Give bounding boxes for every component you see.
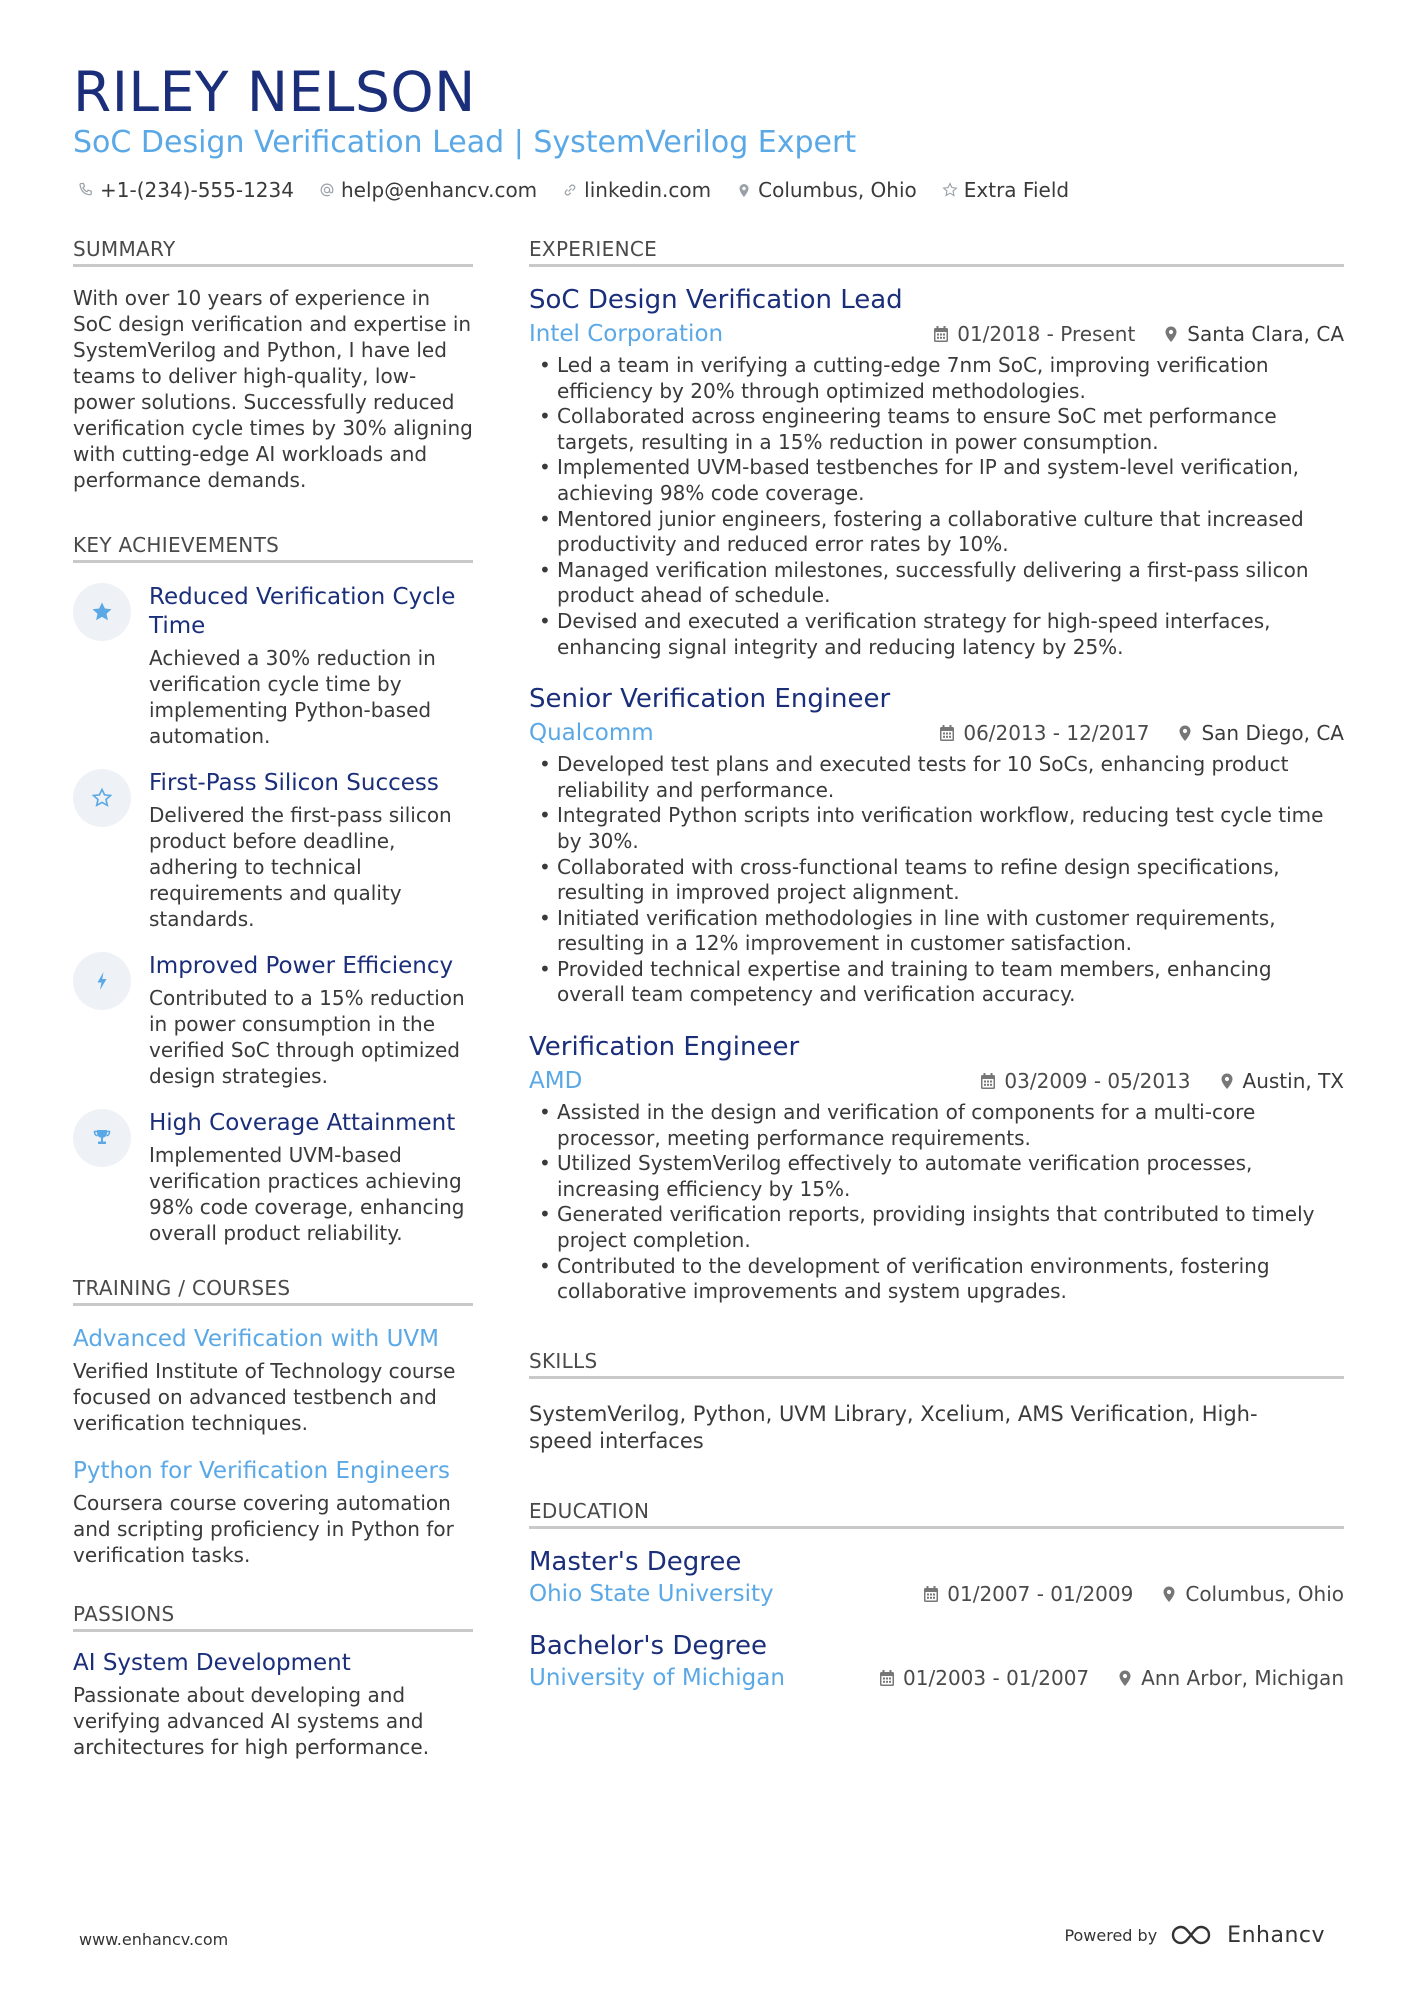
job-bullet: • Assisted in the design and verification of components for a multi-core processor, meeting performance requirements. <box>529 1100 1344 1151</box>
experience-item <box>529 1030 1344 1305</box>
trophy-icon <box>90 1126 114 1150</box>
at-icon <box>319 182 335 198</box>
skills-text: SystemVerilog, Python, UVM Library, Xcelium, AMS Verification, High-speed interfaces <box>529 1401 1258 1453</box>
achievement-body <box>149 769 471 932</box>
achievements-section <box>73 533 473 1246</box>
achievement-desc: Contributed to a 15% reduction in power consumption in the verified SoC through optimized design strategies. <box>149 986 465 1088</box>
phone-icon <box>78 182 94 198</box>
passions-heading: PASSIONS <box>73 1602 473 1632</box>
job-bullet: • Led a team in verifying a cutting-edge 7nm SoC, improving verification efficiency by 20% through optimized methodologies. <box>529 353 1344 404</box>
job-location <box>1163 322 1344 346</box>
education-dates-text: 01/2007 - 01/2009 <box>947 1581 1134 1606</box>
training-heading: TRAINING / COURSES <box>73 1276 473 1306</box>
job-dates-text: 03/2009 - 05/2013 <box>1004 1069 1191 1094</box>
achievement-title: First-Pass Silicon Success <box>149 770 439 796</box>
job-dates <box>933 322 1135 346</box>
experience-item <box>529 283 1344 660</box>
calendar-icon <box>923 1585 939 1603</box>
location-icon <box>1177 724 1193 742</box>
education-dates <box>879 1666 1089 1690</box>
job-bullet: • Collaborated across engineering teams to ensure SoC met performance targets, resulting in a 15% reduction in power consumption. <box>529 404 1344 455</box>
summary-section <box>73 237 473 493</box>
experience-section <box>529 237 1344 1305</box>
job-location-text: San Diego, CA <box>1201 721 1344 746</box>
job-meta-row <box>529 718 1344 748</box>
education-location <box>1117 1666 1344 1690</box>
job-bullet: • Provided technical expertise and training to team members, enhancing overall team competency and verification accuracy. <box>529 957 1344 1008</box>
location-icon <box>1219 1072 1235 1090</box>
education-item <box>529 1545 1344 1609</box>
experience-heading: EXPERIENCE <box>529 237 1344 267</box>
course-desc: Coursera course covering automation and scripting proficiency in Python for verification tasks. <box>73 1491 454 1567</box>
education-meta <box>923 1582 1344 1606</box>
course-title: Python for Verification Engineers <box>73 1458 450 1484</box>
enhancv-logo-icon <box>1169 1922 1215 1948</box>
education-location <box>1161 1582 1344 1606</box>
calendar-icon <box>879 1669 895 1687</box>
skills-heading: SKILLS <box>529 1349 1344 1379</box>
job-title: SoC Design Verification Lead <box>529 285 903 315</box>
achievement-icon-wrap <box>73 1109 131 1167</box>
job-meta <box>980 1069 1344 1093</box>
course-desc: Verified Institute of Technology course focused on advanced testbench and verification techniques. <box>73 1359 456 1435</box>
right-column <box>529 237 1344 1713</box>
education-meta-row <box>529 1579 1344 1609</box>
job-title: Verification Engineer <box>529 1032 800 1063</box>
star-outline-icon <box>90 786 114 810</box>
achievement-desc: Delivered the first-pass silicon product before deadline, adhering to technical requirements and quality standards. <box>149 803 452 931</box>
contact-linkedin-text: linkedin.com <box>584 178 712 202</box>
star-outline-icon <box>942 182 958 198</box>
job-bullet: • Developed test plans and executed tests for 10 SoCs, enhancing product reliability and performance. <box>529 752 1344 803</box>
bolt-icon <box>90 969 114 993</box>
contact-email <box>319 178 537 202</box>
degree-title: Bachelor's Degree <box>529 1630 767 1661</box>
job-bullet: • Initiated verification methodologies in line with customer requirements, resulting in a 12% improvement in customer satisfaction. <box>529 906 1344 957</box>
passion-title: AI System Development <box>73 1650 351 1676</box>
summary-heading: SUMMARY <box>73 237 473 267</box>
company-name: Intel Corporation <box>529 321 724 347</box>
education-location-text: Columbus, Ohio <box>1185 1581 1344 1606</box>
job-dates <box>980 1069 1190 1093</box>
course-title: Advanced Verification with UVM <box>73 1326 439 1352</box>
job-location <box>1219 1069 1344 1093</box>
powered-by-label: Powered by <box>1064 1925 1158 1945</box>
achievement-icon-wrap <box>73 769 131 827</box>
contact-location <box>736 178 917 202</box>
achievement-title: Reduced Verification Cycle Time <box>149 584 456 639</box>
candidate-name: RILEY NELSON <box>73 60 476 124</box>
achievement-icon-wrap <box>73 952 131 1010</box>
course-item <box>73 1456 473 1568</box>
location-icon <box>736 182 752 198</box>
job-meta-row <box>529 319 1344 349</box>
star-filled-icon <box>90 600 114 624</box>
experience-item <box>529 682 1344 1008</box>
contact-bar <box>78 178 1069 202</box>
location-icon <box>1161 1585 1177 1603</box>
degree-title: Master's Degree <box>529 1546 742 1577</box>
company-name: Qualcomm <box>529 720 654 747</box>
achievement-title: High Coverage Attainment <box>149 1110 456 1136</box>
job-meta <box>939 721 1344 745</box>
job-bullets <box>529 353 1344 660</box>
company-name: AMD <box>529 1068 583 1095</box>
job-bullet: • Implemented UVM-based testbenches for IP and system-level verification, achieving 98% code coverage. <box>529 455 1344 506</box>
brand-name: Enhancv <box>1227 1922 1325 1948</box>
job-meta-row <box>529 1066 1344 1096</box>
job-dates-text: 06/2013 - 12/2017 <box>963 721 1150 746</box>
link-icon <box>562 182 578 198</box>
job-bullet: • Mentored junior engineers, fostering a collaborative culture that increased productivity and reduced error rates by 10%. <box>529 507 1344 558</box>
achievement-icon-wrap <box>73 583 131 641</box>
job-bullet: • Integrated Python scripts into verification workflow, reducing test cycle time by 30%. <box>529 803 1344 854</box>
calendar-icon <box>939 724 955 742</box>
location-icon <box>1117 1669 1133 1687</box>
achievement-desc: Implemented UVM-based verification practices achieving 98% code coverage, enhancing overall product reliability. <box>149 1143 465 1245</box>
job-bullets <box>529 1100 1344 1305</box>
job-bullet: • Devised and executed a verification strategy for high-speed interfaces, enhancing signal integrity and reducing latency by 25%. <box>529 609 1344 660</box>
education-meta-row <box>529 1663 1344 1693</box>
achievement-item <box>73 769 473 932</box>
passion-item <box>73 1648 473 1760</box>
location-icon <box>1163 325 1179 343</box>
footer-branding <box>1064 1922 1325 1948</box>
job-dates-text: 01/2018 - Present <box>957 322 1136 346</box>
job-bullet: • Managed verification milestones, successfully delivering a first-pass silicon product ahead of schedule. <box>529 558 1344 609</box>
contact-phone-text: +1-(234)-555-1234 <box>100 178 294 202</box>
school-name: University of Michigan <box>529 1664 785 1691</box>
contact-extra-text: Extra Field <box>963 178 1070 202</box>
training-section <box>73 1276 473 1568</box>
achievement-body <box>149 583 471 749</box>
achievement-body <box>149 1109 471 1246</box>
course-item <box>73 1324 473 1436</box>
education-meta <box>879 1666 1344 1690</box>
job-location-text: Austin, TX <box>1242 1069 1344 1094</box>
achievement-item <box>73 952 473 1089</box>
achievements-heading: KEY ACHIEVEMENTS <box>73 533 473 563</box>
education-dates-text: 01/2003 - 01/2007 <box>903 1665 1090 1690</box>
job-bullets <box>529 752 1344 1008</box>
job-bullet: • Contributed to the development of verification environments, fostering collaborative improvements and system upgrades. <box>529 1254 1344 1305</box>
contact-phone <box>78 178 294 202</box>
job-bullet: • Utilized SystemVerilog effectively to automate verification processes, increasing efficiency by 15%. <box>529 1151 1344 1202</box>
calendar-icon <box>933 325 949 343</box>
job-dates <box>939 721 1149 745</box>
achievement-desc: Achieved a 30% reduction in verification cycle time by implementing Python-based automation. <box>149 646 436 748</box>
achievement-item <box>73 583 473 749</box>
job-meta <box>933 322 1344 346</box>
education-dates <box>923 1582 1133 1606</box>
education-location-text: Ann Arbor, Michigan <box>1141 1665 1344 1690</box>
education-section <box>529 1499 1344 1693</box>
contact-location-text: Columbus, Ohio <box>758 178 917 202</box>
passions-section <box>73 1602 473 1760</box>
passion-desc: Passionate about developing and verifying advanced AI systems and architectures for high performance. <box>73 1683 430 1759</box>
achievement-item <box>73 1109 473 1246</box>
achievement-body <box>149 952 471 1089</box>
job-location <box>1177 721 1344 745</box>
job-location-text: Santa Clara, CA <box>1187 322 1344 346</box>
left-column <box>73 237 473 1760</box>
skills-section <box>529 1349 1344 1455</box>
job-title: Senior Verification Engineer <box>529 684 891 715</box>
contact-extra <box>942 178 1069 202</box>
education-item <box>529 1629 1344 1693</box>
achievement-title: Improved Power Efficiency <box>149 953 454 979</box>
job-bullet: • Generated verification reports, providing insights that contributed to timely project completion. <box>529 1202 1344 1253</box>
contact-email-text: help@enhancv.com <box>340 178 538 202</box>
footer-website[interactable]: www.enhancv.com <box>79 1930 229 1949</box>
education-heading: EDUCATION <box>529 1499 1344 1529</box>
contact-linkedin <box>562 178 711 202</box>
school-name: Ohio State University <box>529 1580 774 1607</box>
summary-text: With over 10 years of experience in SoC design verification and expertise in SystemVerilog and Python, I have led teams to deliver high-quality, low-power solutions. Successfully reduced verification cycle times by 30% aligning with cutting-edge AI workloads and performance demands. <box>73 286 473 492</box>
candidate-headline: SoC Design Verification Lead | SystemVerilog Expert <box>73 125 857 160</box>
calendar-icon <box>980 1072 996 1090</box>
job-bullet: • Collaborated with cross-functional teams to refine design specifications, resulting in improved project alignment. <box>529 855 1344 906</box>
